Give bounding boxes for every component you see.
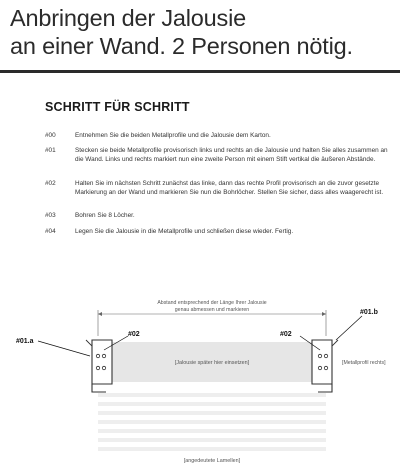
step-text: Stecken sie beide Metallprofile provisorisch links und rechts an die Jalousie und halten Sie alles zusammen an die Wand. Links und rechts markiert nun eine zweite Person mit einem Stift vertikal die äußeren Abstände. [75, 147, 388, 163]
step-text: Entnehmen Sie die beiden Metallprofile und die Jalousie dem Karton. [75, 132, 271, 139]
label-01b: #01.b [360, 309, 378, 316]
label-02-left: #02 [128, 331, 140, 338]
label-01a: #01.a [16, 338, 34, 345]
step-number: #01 [45, 147, 56, 154]
distance-text-2: genau abmessen und markieren [174, 307, 250, 313]
right-metal-profile [312, 340, 338, 392]
step-number: #02 [45, 180, 56, 187]
label-02-right: #02 [280, 331, 292, 338]
blind-slats [98, 393, 326, 451]
blind-placeholder-text: [Jalousie später hier einsetzen] [174, 360, 250, 366]
step-number: #04 [45, 228, 56, 235]
step-text: Halten Sie im nächsten Schritt zunächst das linke, dann das rechte Profil provisorisch an die zuvor gesetzte Markierung an der Wand und markieren Sie nun die Bohrlöcher. Stellen Sie sicher, dass alles waagerecht ist. [75, 180, 384, 196]
profile-note: [Metallprofil rechts] [342, 360, 386, 366]
step-number: #03 [45, 212, 56, 219]
section-heading: SCHRITT FÜR SCHRITT [45, 100, 190, 114]
title-line-2: an einer Wand. 2 Personen nötig. [10, 33, 353, 59]
step-number: #00 [45, 132, 56, 139]
title-line-1: Anbringen der Jalousie [10, 5, 246, 31]
pointer-01a [38, 341, 90, 356]
pointer-01b [336, 316, 362, 340]
distance-text-1: Abstand entsprechend der Länge Ihrer Jalousie [157, 300, 267, 306]
slats-note: [angedeutete Lamellen] [183, 458, 241, 464]
step-text: Legen Sie die Jalousie in die Metallprofile und schließen diese wieder. Fertig. [75, 228, 294, 235]
step-text: Bohren Sie 8 Löcher. [75, 212, 135, 219]
